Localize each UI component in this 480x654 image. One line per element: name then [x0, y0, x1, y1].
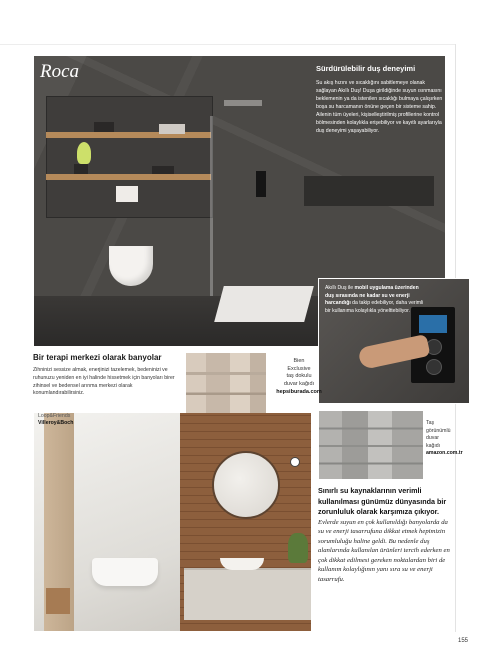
shelf-item — [152, 166, 174, 174]
hero-caption — [316, 64, 444, 135]
rain-shower-head — [224, 100, 262, 106]
smart-shower-control — [256, 171, 266, 197]
control-screen — [419, 315, 447, 333]
shower-niche — [304, 176, 434, 206]
stone-wallpaper-swatch-2 — [319, 411, 423, 479]
vanity-unit — [184, 568, 311, 620]
product2-line: duvar — [426, 435, 439, 442]
product1-line: duvar kağıdı — [283, 381, 315, 388]
section-title: Bir terapi merkezi olarak banyolar — [33, 353, 162, 362]
product-caption-2 — [426, 420, 476, 458]
hero-title: Sürdürülebilir duş deneyimi — [316, 64, 416, 73]
washbasin — [220, 558, 264, 570]
plant-pot — [77, 142, 91, 164]
product-caption-1 — [254, 358, 344, 396]
inset-text-1: Akıllı Duş ile — [325, 285, 355, 291]
product2-line: kağıdı — [426, 442, 441, 449]
page-number: 155 — [458, 638, 469, 644]
article-lead: Sınırlı su kaynaklarının verimli kullanılması günümüz dünyasında bir zorunluluk olarak karşımıza çıkıyor. — [318, 486, 447, 517]
shower-tray — [214, 286, 314, 322]
product2-line: Taş — [426, 420, 435, 426]
product2-shop: amazon.com.tr — [426, 450, 463, 457]
glass-panel — [210, 116, 213, 296]
inset-text-3: da takip edebiliyor, daha verimli bir kullanıma kolaylıkla yönelttebiliyor. — [325, 300, 424, 314]
round-mirror — [212, 451, 280, 519]
inset-text-bold: mobil uygulama üzerinden duş sırasında ne kadar su ve enerji harcandığı — [325, 285, 419, 307]
product1-shop: hepsiburada.com — [276, 388, 322, 395]
inset-caption — [325, 285, 425, 316]
hero-body: Su akış hızını ve sıcaklığını sabitlemeye olanak sağlayan Akıllı Duş! Duşa girildiğinde suyun ısınmasını beklemenin ya da istenilen sıcaklığı bulmaya çalışırken boşa su harcamanın önüne geçen bir sisteme sahip. Ailenin tüm üyeleri, kişiselleştirilmiş profillerine kontrol bölmesinden kolaylıkla erişebiliyor ve kayıtlı ayarlarıyla duş deneyimi yaşayabiliyor. — [316, 80, 443, 135]
shelf-item — [159, 124, 185, 134]
wooden-stool — [46, 588, 70, 614]
product2-line: görünümlü — [426, 427, 451, 434]
roca-logo: Roca — [40, 61, 80, 82]
plant — [288, 533, 308, 563]
villeroy-bathroom-photo — [34, 413, 311, 631]
wall-lamp — [290, 457, 300, 467]
product1-line: Exclusive — [287, 365, 311, 372]
section-body: Zihninizi sessize almak, enerjinizi tazelemek, bedeninizi ve ruhunuzu yeniden en iyi halinde hissetmek için banyoları birer zihinsel ve bedensel arınma merkezi olarak konumlandırabilirsiniz. — [33, 367, 175, 397]
credit-brand: Villeroy&Boch — [38, 420, 74, 427]
flush-plate — [116, 186, 138, 202]
article-rest: Evlerde suyun en çok kullanıldığı banyolarda da su ve enerji tasarrufuna dikkat etmek hepimizin sorumluluğu haline geldi. Bu nedenle duş alanlarında kullanılan ürünleri tercih ederken en çok dikkat edilmesi gereken noktalardan biri de kullanım kolaylığının yanı sıra su ve enerji tasarrufu. — [318, 518, 450, 583]
control-knob — [426, 359, 442, 375]
wooden-shelf-upper — [46, 132, 211, 138]
shelf-item — [94, 122, 114, 132]
photo-credit — [38, 413, 73, 427]
bathtub — [92, 558, 158, 586]
credit-line: Loop&Friends — [38, 413, 71, 419]
shelf-item — [74, 164, 88, 174]
article-body — [318, 486, 450, 584]
product1-line: taş dokulu — [286, 373, 312, 380]
product1-line: Bien — [293, 358, 305, 364]
top-rule — [0, 44, 455, 45]
wooden-shelf-lower — [46, 174, 211, 180]
